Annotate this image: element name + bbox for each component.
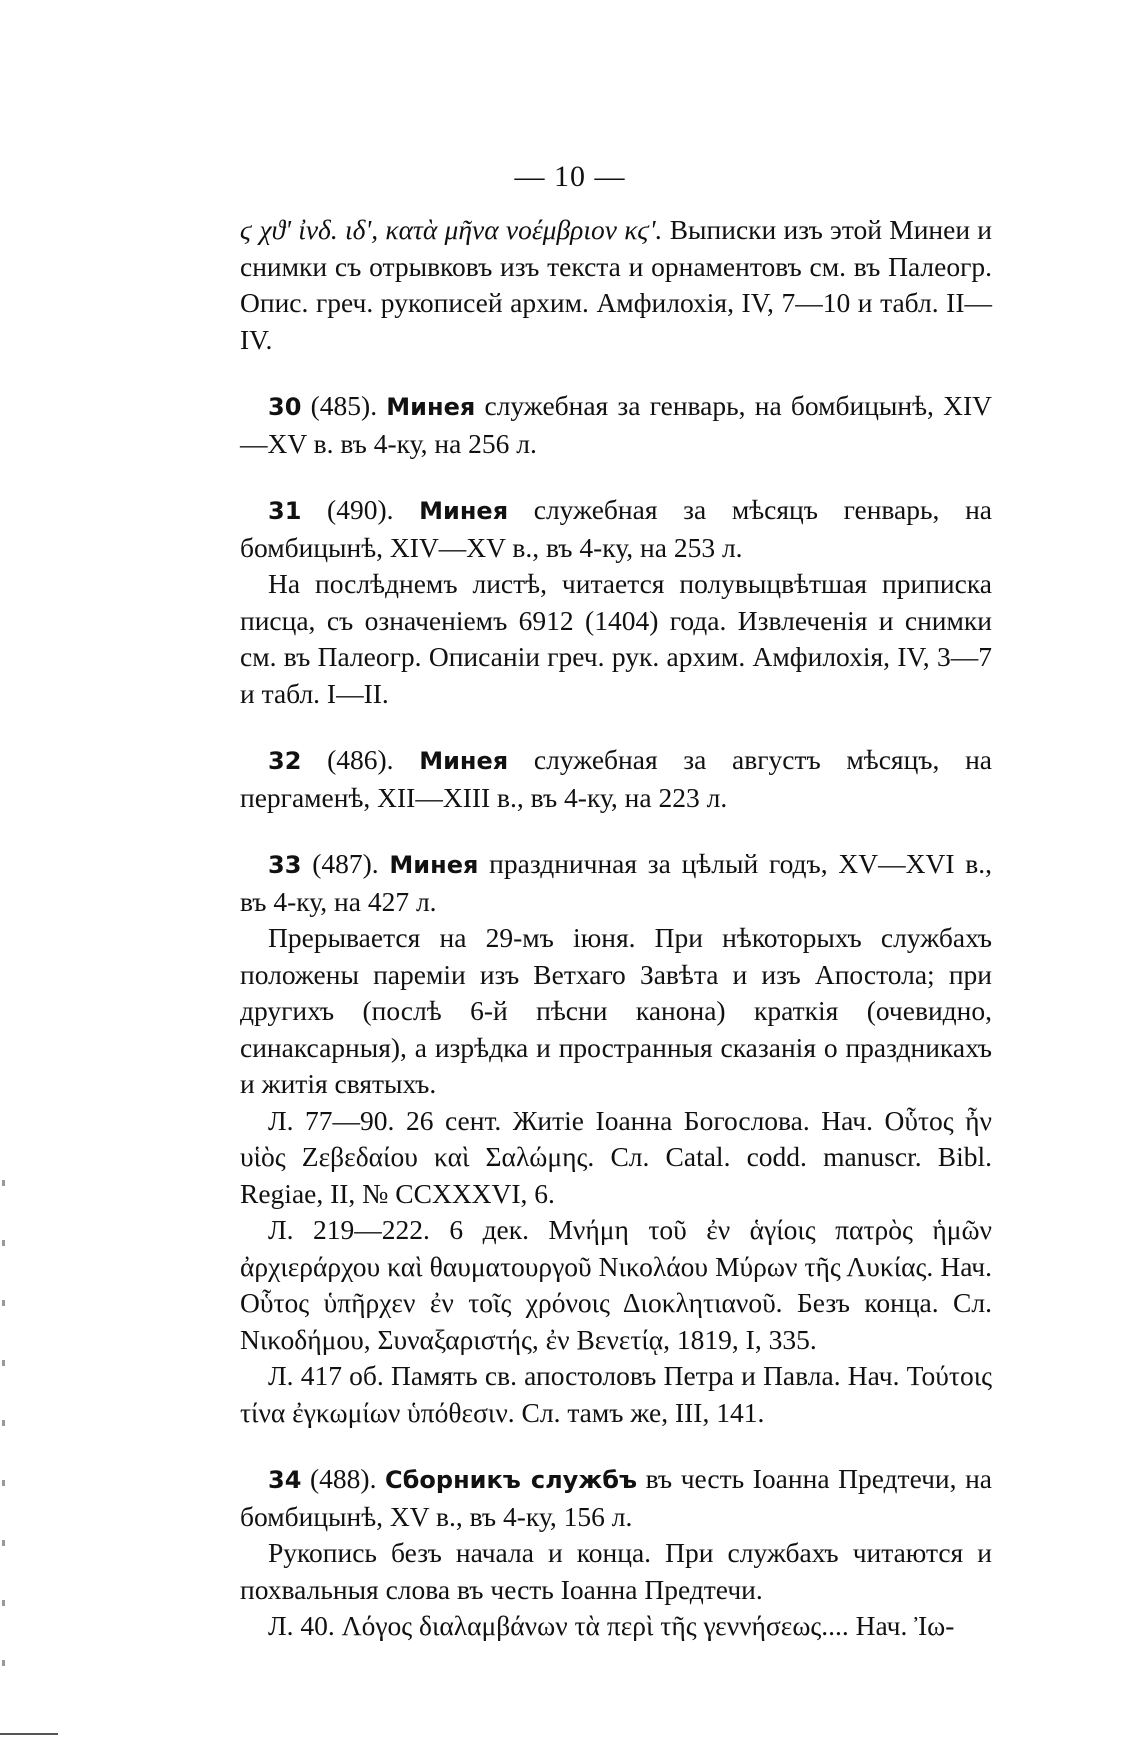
entry-number: 33 bbox=[268, 851, 302, 879]
entry-heading bbox=[240, 846, 992, 920]
intro-paragraph bbox=[240, 212, 992, 358]
entry-paren-number: (485). bbox=[310, 390, 378, 421]
entry-heading bbox=[240, 388, 992, 462]
entry-heading bbox=[240, 1461, 992, 1535]
entry-description: служебная за августъ мѣсяцъ, на пергаменѣ, XII—XIII в., въ 4-ку, на 223 л. bbox=[240, 744, 993, 813]
entry-paren-number: (486). bbox=[327, 744, 394, 775]
entry-note: Рукопись безъ начала и конца. При службахъ читаются и похвальныя слова въ честь Іоанна Предтечи. bbox=[240, 1537, 992, 1605]
entry-title: Минея bbox=[389, 851, 479, 879]
intro-text: Выписки изъ этой Минеи и снимки съ отрывковъ изъ текста и орнаментовъ см. въ Палеогр. Опис. греч. рукописей архим. Амфилохія, IV, 7—10 и табл. II—IV. bbox=[240, 214, 993, 355]
entry-number: 32 bbox=[268, 747, 302, 775]
text-column bbox=[240, 212, 992, 1645]
entry-note: Прерывается на 29-мъ іюня. При нѣкоторыхъ службахъ положены пареміи изъ Ветхаго Завѣта и изъ Апостола; при другихъ (послѣ 6-й пѣсни канона) краткія (очевидно, синаксарныя), а изрѣдка и пространныя сказанія о праздникахъ и житія святыхъ. bbox=[240, 922, 992, 1099]
entry-title: Минея bbox=[419, 497, 509, 525]
entry-description: служебная за мѣсяцъ генварь, на бомбицынѣ, XIV—XV в., въ 4-ку, на 253 л. bbox=[240, 494, 992, 563]
entry-note: Л. 40. Λόγος διαλαμβάνων τὰ περὶ τῆς γεννήσεως.... Нач. Ἰω- bbox=[268, 1610, 955, 1641]
entry-note: Л. 417 об. Память св. апостоловъ Петра и Павла. Нач. Τούτοις τίνα ἐγκωμίων ὑπόθεσιν. Сл. тамъ же, III, 141. bbox=[240, 1360, 992, 1428]
entries-list bbox=[240, 388, 992, 1645]
entry-heading bbox=[240, 492, 992, 566]
entry-description: въ честь Іоанна Предтечи, на бомбицынѣ, XV в., въ 4-ку, 156 л. bbox=[240, 1463, 993, 1532]
greek-colophon: ϛ χϑ' ἰνδ. ιδ', κατὰ μῆνα νοέμβριον κϛ'. bbox=[240, 214, 663, 245]
entry-description: служебная за генварь, на бомбицынѣ, XIV—XV в. въ 4-ку, на 256 л. bbox=[240, 390, 993, 459]
margin-scan-marks bbox=[2, 1180, 5, 1680]
entry-note: Л. 77—90. 26 сент. Житіе Іоанна Богослова. Нач. Οὗτος ἦν υἱὸς Ζεβεδαίου καὶ Σαλώμης. Сл. Catal. codd. manuscr. Bibl. Regiae, II, № CCXXXVI, 6. bbox=[240, 1104, 992, 1209]
entry-number: 31 bbox=[268, 497, 302, 525]
margin-rule bbox=[0, 1733, 58, 1735]
entry-note: Л. 219—222. 6 дек. Μνήμη τοῦ ἐν ἁγίοις πατρὸς ἡμῶν ἀρχιεράρχου καὶ θαυματουργοῦ Νικολάου Μύρων τῆς Λυκίας. Нач. Οὗτος ὑπῆρχεν ἐν τοῖς χρόνοις Διοκλητιανοῦ. Безъ конца. Сл. Νικοδήμου, Συναξαριστής, ἐν Βενετίᾳ, 1819, I, 335. bbox=[240, 1214, 992, 1355]
entry-title: Минея bbox=[419, 747, 509, 775]
entry-heading bbox=[240, 742, 992, 816]
entry-number: 30 bbox=[268, 393, 302, 421]
entry-number: 34 bbox=[268, 1466, 302, 1494]
entry-paren-number: (490). bbox=[327, 494, 394, 525]
page-number: — 10 — bbox=[514, 160, 626, 193]
entry-paren-number: (488). bbox=[310, 1463, 377, 1494]
entry-note: На послѣднемъ листѣ, читается полувыцвѣтшая приписка писца, съ означеніемъ 6912 (1404) года. Извлеченія и снимки см. въ Палеогр. Описаніи греч. рук. архим. Амфилохія, IV, 3—7 и табл. I—II. bbox=[240, 568, 992, 709]
entry-title: Сборникъ службъ bbox=[385, 1466, 637, 1494]
entry-description: праздничная за цѣлый годъ, XV—XVI в., въ 4-ку, на 427 л. bbox=[240, 848, 993, 917]
entry-paren-number: (487). bbox=[312, 848, 379, 879]
entry-title: Минея bbox=[386, 393, 476, 421]
